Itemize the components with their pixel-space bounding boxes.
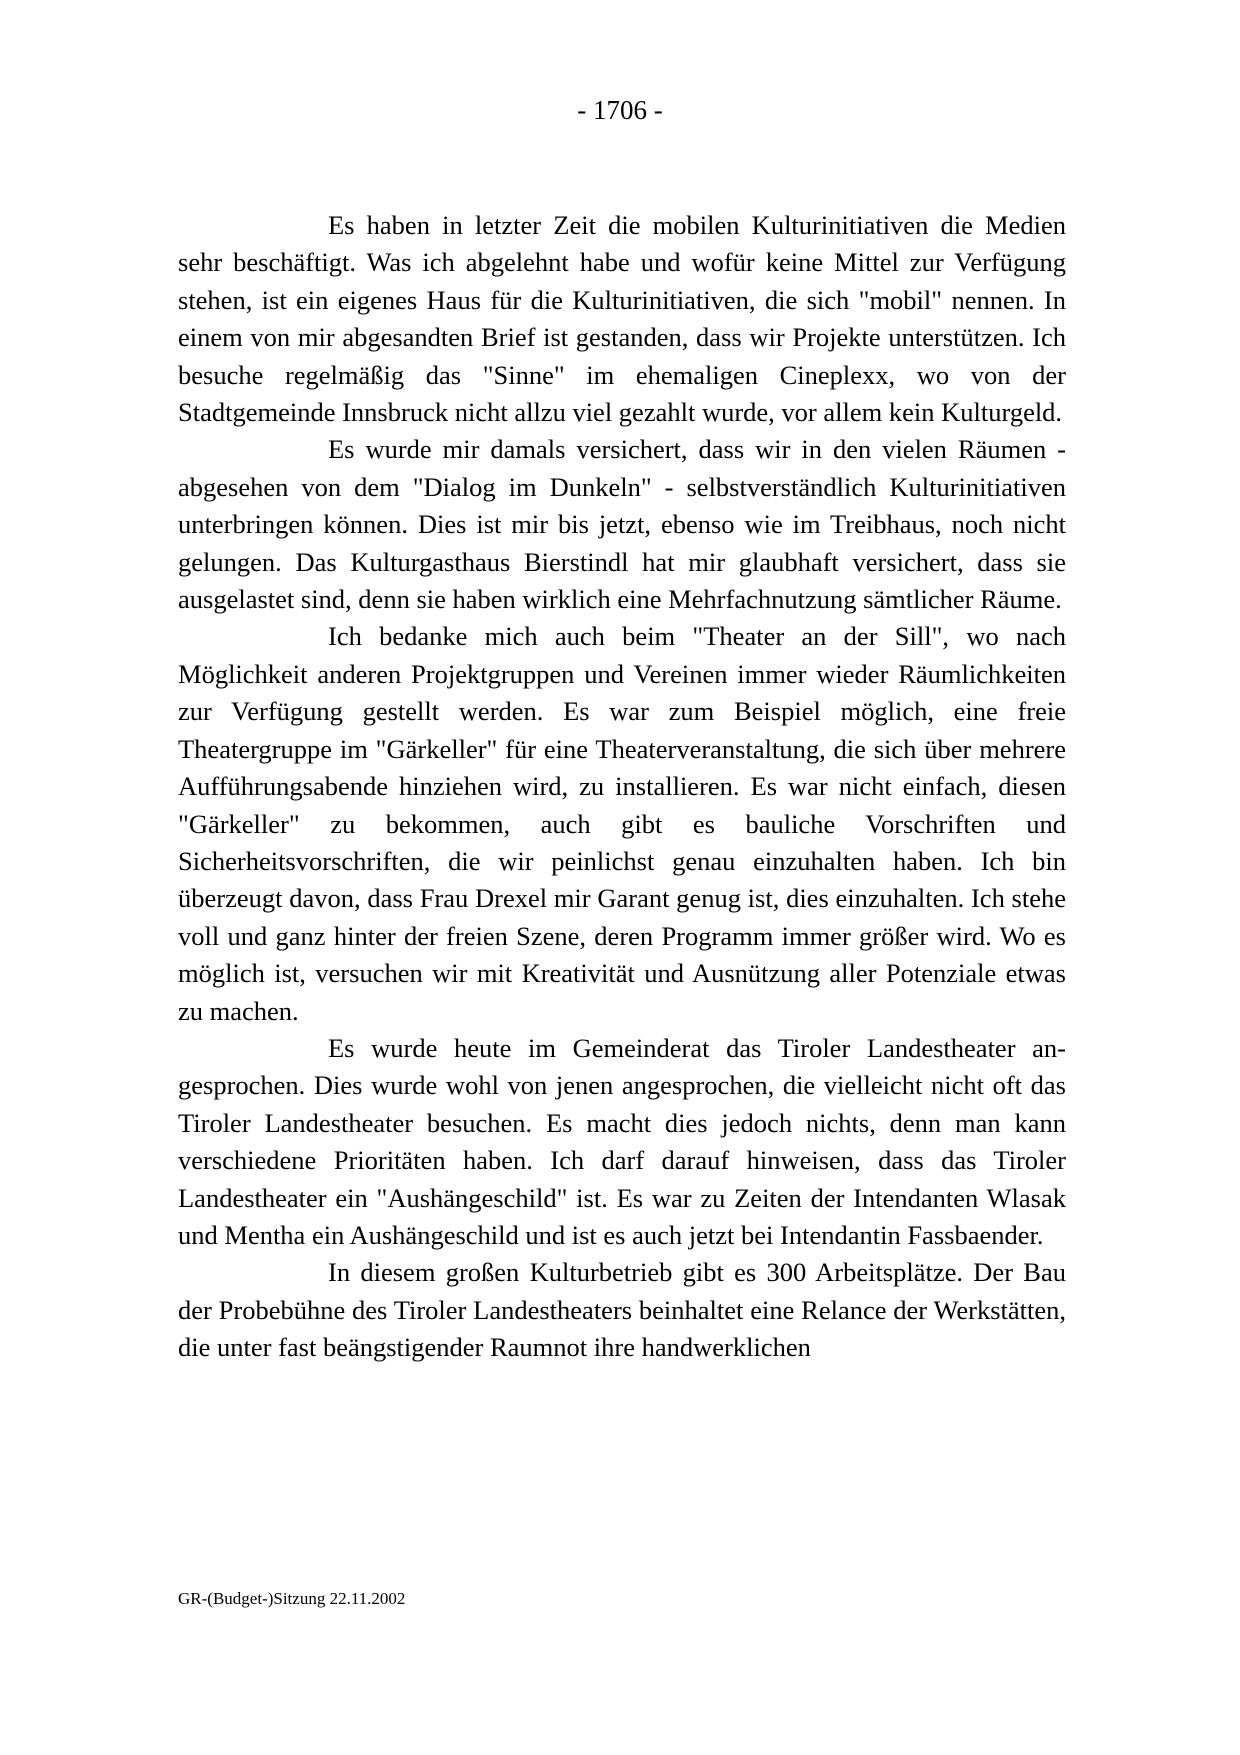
footer-session-date: GR-(Budget-)Sitzung 22.11.2002 bbox=[178, 1589, 406, 1608]
paragraph: Es wurde heute im Gemeinderat das Tiroler Landestheater angesprochen. Dies wurde wohl von jenen angesprochen, die vielleicht nicht oft das Tiroler Landestheater besuchen. Es macht dies jedoch nichts, denn man kann verschiedene Prioritäten haben. Ich darf darauf hinweisen, dass das Tiroler Landestheater ein "Aushängeschild" ist. Es war zu Zeiten der Intendanten Wlasak und Mentha ein Aushängeschild und ist es auch jetzt bei Intendantin Fassbaender. bbox=[178, 1032, 1066, 1250]
paragraph: Ich bedanke mich auch beim "Theater an der Sill", wo nach Möglichkeit anderen Projektgruppen und Vereinen immer wieder Räumlichkeiten zur Verfügung gestellt werden. Es war zum Beispiel möglich, eine freie Theatergruppe im "Gärkeller" für eine Theaterveranstaltung, die sich über mehrere Aufführungsabende hinziehen wird, zu installieren. Es war nicht einfach, diesen "Gärkeller" zu bekommen, auch gibt es bauliche Vorschriften und Sicherheitsvorschriften, die wir peinlichst genau einzuhalten haben. Ich bin überzeugt davon, dass Frau Drexel mir Garant genug ist, dies einzuhalten. Ich stehe voll und ganz hinter der freien Szene, deren Programm immer größer wird. Wo es möglich ist, versuchen wir mit Kreativität und Ausnützung aller Potenziale etwas zu machen. bbox=[178, 621, 1066, 1026]
body-text bbox=[178, 207, 1066, 1367]
paragraph: Es haben in letzter Zeit die mobilen Kulturinitiativen die Medien sehr beschäftigt. Was ich abgelehnt habe und wofür keine Mittel zur Verfügung stehen, ist ein eigenes Haus für die Kulturinitiativen, die sich "mobil" nennen. In einem von mir abgesandten Brief ist gestanden, dass wir Projekte unterstützen. Ich besuche regelmäßig das "Sinne" im ehemaligen Cineplexx, wo von der Stadtgemeinde Innsbruck nicht allzu viel gezahlt wurde, vor allem kein Kulturgeld. bbox=[178, 210, 1066, 428]
page-number: - 1706 - bbox=[577, 95, 663, 125]
paragraph: Es wurde mir damals versichert, dass wir in den vielen Räumen - abgesehen von dem "Dialog im Dunkeln" - selbstverständlich Kulturinitiativen unterbringen können. Dies ist mir bis jetzt, ebenso wie im Treibhaus, noch nicht gelungen. Das Kulturgasthaus Bierstindl hat mir glaubhaft versichert, dass sie ausgelastet sind, denn sie haben wirklich eine Mehrfachnutzung sämtlicher Räume. bbox=[178, 434, 1066, 615]
paragraph: In diesem großen Kulturbetrieb gibt es 300 Arbeitsplätze. Der Bau der Probebühne des Tiroler Landestheaters beinhaltet eine Relance der Werkstätten, die unter fast beängstigender Raumnot ihre handwerklichen bbox=[178, 1257, 1066, 1363]
